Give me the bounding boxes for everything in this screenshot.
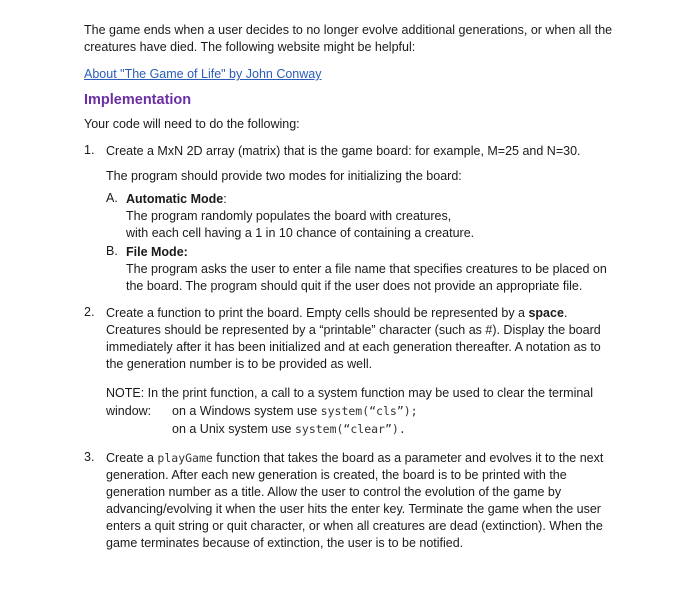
item3-text: generation. After each new generation is created, the board is to be printed with the [106,468,567,482]
code-playgame: playGame [157,451,213,465]
sublist-text: with each cell having a 1 in 10 chance of containing a creature. [126,226,475,240]
note-label: window: [106,404,152,418]
item2-text: . [563,306,568,320]
note-text: NOTE: In the print function, a call to a system function may be used to clear the terminal [106,386,594,400]
item3-text: enters a quit string or quit character, or when all creatures are dead (extinction). When the [106,519,603,533]
sublist-text: The program asks the user to enter a file name that specifies creatures to be placed on [126,262,607,276]
list-number: 1. [84,143,95,157]
automatic-mode-title: Automatic Mode [126,192,224,206]
item2-text: immediately after it has been initialized and at each generation thereafter. A notation as to [106,340,601,354]
sublist-item-file [106,244,644,295]
item1-subtext: The program should provide two modes for initializing the board: [106,169,462,183]
note-row-unix [106,420,644,438]
note-text: on a Unix system use [172,422,295,436]
intro-line: creatures have died. The following website might be helpful: [84,40,416,54]
item2-text: Create a function to print the board. Empty cells should be represented by a [106,306,529,320]
item1-text: Create a MxN 2D array (matrix) that is the game board: for example, M=25 and N=30. [106,144,581,158]
item3-text: Create a [106,451,158,465]
item3-text: generation number as a title. Allow the user to control the evolution of the game by [106,485,562,499]
file-mode-title: File Mode: [126,245,188,259]
item2-text: the generation number is to be provided as well. [106,357,373,371]
list-number: 2. [84,305,95,319]
code-cls: system(“cls”); [320,404,418,418]
item2-text: Creatures should be represented by a “printable” character (such as #). Display the board [106,323,601,337]
sublist-letter: B. [106,244,118,258]
item3-text: function that takes the board as a parameter and evolves it to the next [212,451,604,465]
note-row-windows [106,402,644,420]
document [84,22,644,552]
list-number: 3. [84,450,95,464]
sublist-text: The program randomly populates the board with creatures, [126,209,452,223]
note-text: on a Windows system use [172,404,321,418]
section-heading: Implementation [84,92,192,108]
list-item-1 [84,143,644,160]
code-clear: system(“clear”). [294,422,406,436]
list-item-2 [84,305,644,438]
item3-text: advancing/evolving it when the user hits the enter key. Terminate the game when the user [106,502,601,516]
sublist-item-automatic [106,191,644,242]
list-item-3 [84,450,644,552]
sublist-text: the board. The program should quit if the user does not provide an appropriate file. [126,279,583,293]
note-block [106,385,644,438]
sublist-letter: A. [106,191,118,205]
space-keyword: space [528,306,564,320]
intro-paragraph [84,22,644,56]
item3-text: game terminates because of extinction, the user is to be notified. [106,536,464,550]
intro-line: The game ends when a user decides to no longer evolve additional generations, or when all the [84,23,613,37]
game-of-life-link[interactable]: About "The Game of Life" by John Conway [84,67,322,81]
lead-text: Your code will need to do the following: [84,117,300,131]
title-colon: : [223,192,227,206]
mode-sublist [106,191,644,295]
